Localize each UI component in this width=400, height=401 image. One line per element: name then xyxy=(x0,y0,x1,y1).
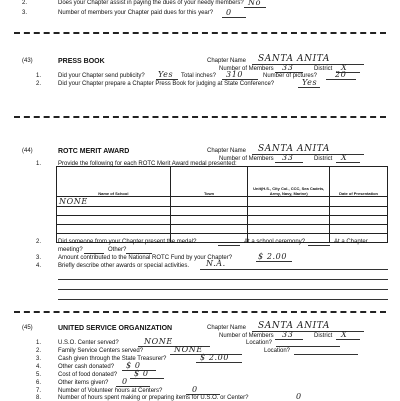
uso-item-number: 3. xyxy=(36,356,42,362)
top-q3-text: Number of members your Chapter paid dues for this year? xyxy=(58,10,214,16)
press-book-code: (43) xyxy=(22,58,33,64)
rotc-q2-text: Did someone from your Chapter present the medal? xyxy=(58,239,197,245)
table-cell xyxy=(248,225,330,234)
top-q3-answer: 0 xyxy=(226,8,232,17)
press-book-title: PRESS BOOK xyxy=(58,58,105,65)
table-cell xyxy=(248,216,330,225)
press-book-district-value: X xyxy=(341,63,348,72)
uso-item-text: Cost of food donated? xyxy=(58,372,118,378)
uso-location-label: Location? xyxy=(264,348,291,354)
table-cell xyxy=(57,216,171,225)
uso-item-number: 2. xyxy=(36,348,42,354)
uso-item-answer: $ 2.00 xyxy=(200,353,230,362)
uso-item-number: 1. xyxy=(36,340,42,346)
press-book-district-label: District xyxy=(314,66,333,72)
uso-members-label: Number of Members xyxy=(219,333,274,339)
table-cell xyxy=(330,197,388,207)
rotc-q4-answer: N.A. xyxy=(206,259,226,268)
top-q2-number: 2. xyxy=(22,0,28,6)
press-book-q2-text: Did your Chapter prepare a Chapter Press Book for judging at State Conference? xyxy=(58,81,275,87)
table-cell xyxy=(170,225,248,234)
table-cell xyxy=(57,207,171,216)
uso-item-answer: 0 xyxy=(122,377,128,386)
rotc-q2-option-chapter: At a Chapter xyxy=(334,239,368,245)
uso-item-answer: 0 xyxy=(192,385,198,394)
uso-item-number: 4. xyxy=(36,364,42,370)
press-book-inches-value: 310 xyxy=(226,70,244,79)
top-q2-text: Does your Chapter assist in paying the dues of your needy members? xyxy=(58,0,244,6)
table-cell xyxy=(170,207,248,216)
uso-item-number: 7. xyxy=(36,388,42,394)
rotc-q2-option-school: At a school ceremony? xyxy=(244,239,306,245)
press-book-pictures-label: Number of pictures? xyxy=(263,73,318,79)
uso-district-label: District xyxy=(314,333,333,339)
press-book-pictures-value: 20 xyxy=(335,70,347,79)
table-row xyxy=(57,225,388,234)
uso-location-label: Location? xyxy=(246,340,273,346)
uso-title: UNITED SERVICE ORGANIZATION xyxy=(58,325,173,332)
uso-item-answer: 0 xyxy=(296,392,302,401)
medal-table-header: Unit(H.S., City Col., CCC, Sea Cadets, Army, Navy, Marine) xyxy=(248,167,330,197)
rotc-q3-answer: $ 2.00 xyxy=(258,252,288,261)
rotc-district-label: District xyxy=(314,156,333,162)
medal-table xyxy=(56,166,388,243)
table-cell: NONE xyxy=(57,197,171,207)
top-q2-answer: No xyxy=(248,0,262,7)
table-cell xyxy=(330,225,388,234)
uso-item-answer: $ 0 xyxy=(126,361,141,370)
press-book-chapter-value: SANTA ANITA xyxy=(258,54,330,64)
uso-item-answer: $ 0 xyxy=(134,369,149,378)
rotc-q1-text: Provide the following for each ROTC Merit Award medal presented: xyxy=(58,161,237,167)
press-book-q1-number: 1. xyxy=(36,73,42,79)
table-row xyxy=(57,216,388,225)
uso-district-value: X xyxy=(341,330,348,339)
section-divider xyxy=(14,311,386,313)
uso-item-number: 5. xyxy=(36,372,42,378)
table-row xyxy=(57,207,388,216)
press-book-chapter-label: Chapter Name xyxy=(207,58,247,64)
section-divider xyxy=(14,32,386,34)
top-q3-number: 3. xyxy=(22,10,28,16)
rotc-q2-number: 2. xyxy=(36,239,42,245)
press-book-q2-answer: Yes xyxy=(302,78,318,87)
uso-code: (45) xyxy=(22,325,33,331)
rotc-title: ROTC MERIT AWARD xyxy=(58,148,130,155)
table-cell xyxy=(248,207,330,216)
medal-table-header: Date of Presentation xyxy=(330,167,388,197)
table-row xyxy=(57,197,388,207)
uso-item-number: 6. xyxy=(36,380,42,386)
rotc-code: (44) xyxy=(22,148,33,154)
uso-item-text: Cash given through the State Treasurer? xyxy=(58,356,167,362)
rotc-district-value: X xyxy=(341,153,348,162)
rotc-chapter-label: Chapter Name xyxy=(207,148,247,154)
press-book-members-value: 33 xyxy=(282,63,294,72)
uso-chapter-label: Chapter Name xyxy=(207,325,247,331)
uso-item-text: Other cash donated? xyxy=(58,364,115,370)
uso-item-text: Family Service Centers served? xyxy=(58,348,144,354)
press-book-q2-number: 2. xyxy=(36,81,42,87)
medal-table-header: Name of School xyxy=(57,167,171,197)
uso-item-text: Number of hours spent making or preparing items for U.S.O. or Center? xyxy=(58,395,249,401)
medal-table-header: Town xyxy=(170,167,248,197)
table-cell xyxy=(330,207,388,216)
rotc-chapter-value: SANTA ANITA xyxy=(258,144,330,154)
press-book-inches-label: Total inches? xyxy=(181,73,217,79)
rotc-q4-text: Briefly describe other awards or special activities. xyxy=(58,263,190,269)
uso-chapter-value: SANTA ANITA xyxy=(258,321,330,331)
press-book-q1-text: Did your Chapter send publicity? xyxy=(58,73,145,79)
uso-item-text: U.S.O. Center served? xyxy=(58,340,119,346)
rotc-q2-meeting: meeting? xyxy=(58,247,83,253)
uso-item-text: Number of Volunteer hours at Centers? xyxy=(58,388,163,394)
medal-table-header-row xyxy=(57,167,388,197)
uso-item-text: Other items given? xyxy=(58,380,109,386)
press-book-members-label: Number of Members xyxy=(219,66,274,72)
rotc-q3-number: 3. xyxy=(36,255,42,261)
section-divider xyxy=(14,116,386,118)
uso-item-answer: NONE xyxy=(174,345,203,354)
rotc-members-label: Number of Members xyxy=(219,156,274,162)
uso-item-answer: NONE xyxy=(144,337,173,346)
table-cell xyxy=(330,216,388,225)
table-cell xyxy=(170,216,248,225)
uso-item-number: 8. xyxy=(36,395,42,401)
rotc-members-value: 33 xyxy=(282,153,294,162)
rotc-q3-text: Amount contributed to the National ROTC Fund by your Chapter? xyxy=(58,255,233,261)
uso-members-value: 33 xyxy=(282,330,294,339)
table-cell xyxy=(248,197,330,207)
press-book-q1-answer: Yes xyxy=(158,70,174,79)
rotc-q2-other: Other? xyxy=(108,247,127,253)
rotc-q1-number: 1. xyxy=(36,161,42,167)
table-cell xyxy=(170,197,248,207)
table-cell xyxy=(57,225,171,234)
rotc-q4-number: 4. xyxy=(36,263,42,269)
